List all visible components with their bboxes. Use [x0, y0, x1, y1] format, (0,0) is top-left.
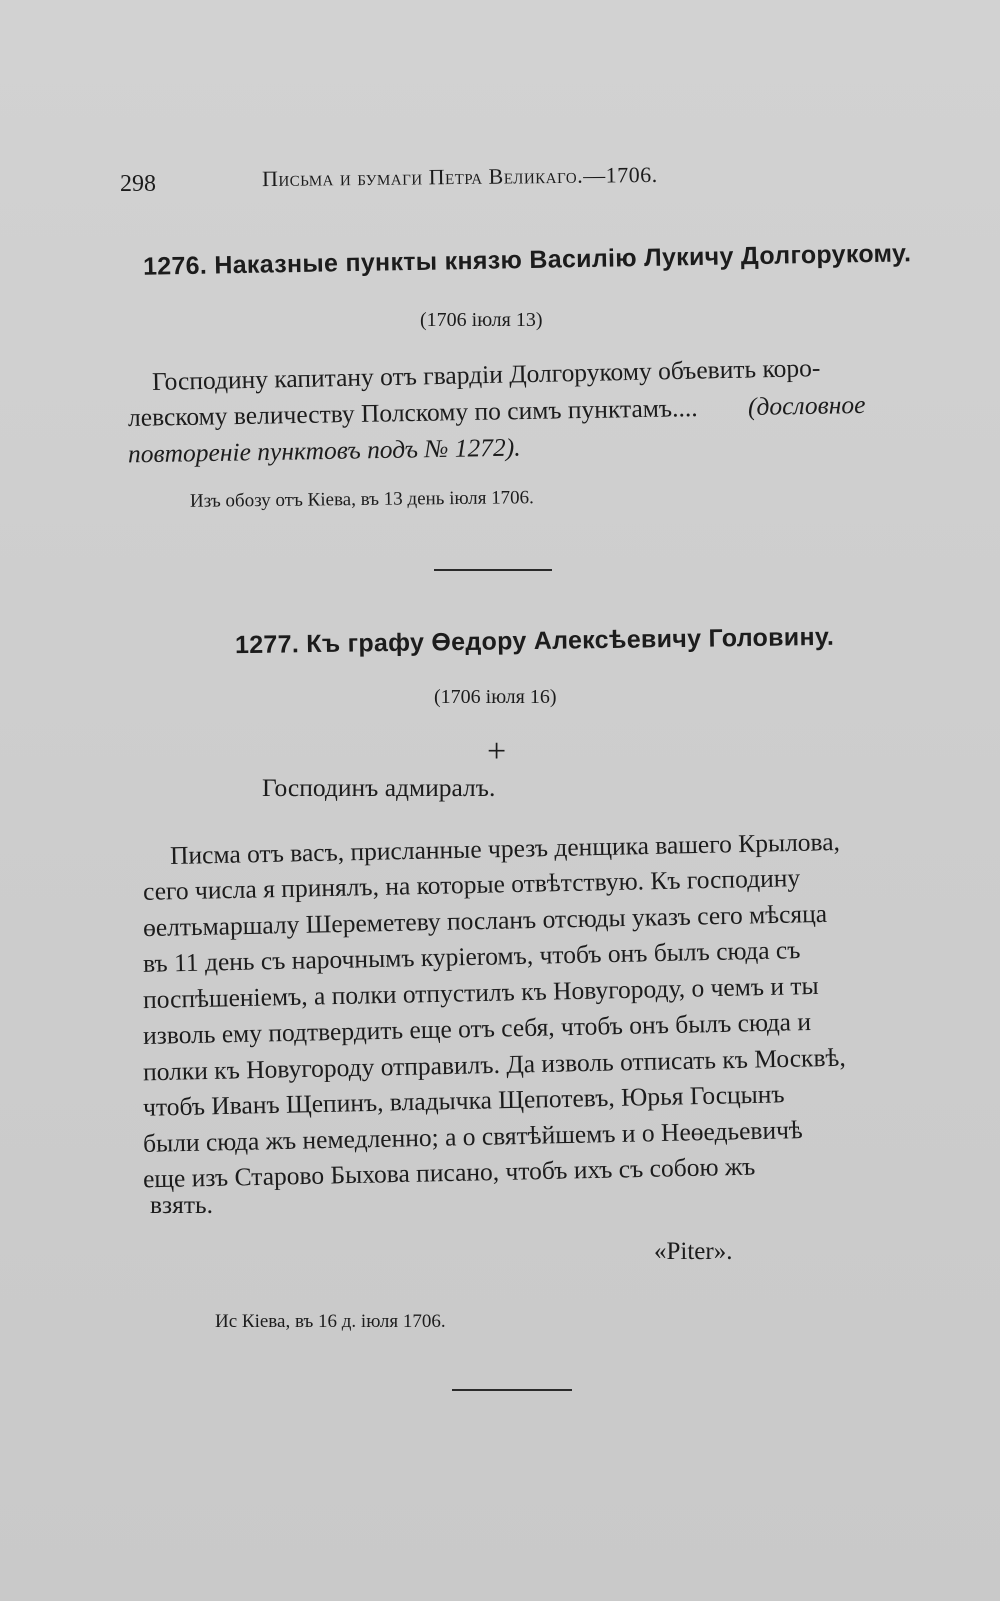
entry-1277-line-3: өелтьмаршалу Шереметеву посланъ отсюды указъ сего мѣсяца — [142, 898, 828, 943]
entry-1276-place-date: Изъ обозу отъ Кіева, въ 13 день іюля 1706. — [189, 487, 535, 512]
signature: «Piter». — [654, 1238, 733, 1265]
entry-1277-line-4: въ 11 день съ нарочнымъ курierомъ, чтобъ онъ былъ сюда съ — [142, 935, 801, 978]
entry-1277-line-7: полки къ Новугороду отправилъ. Да изволь отписать къ Москвѣ, — [142, 1042, 846, 1087]
entry-1277-line-8: чтобъ Иванъ Щепинъ, владычка Щепотевъ, Юрья Госцынъ — [142, 1079, 785, 1122]
entry-1277-line-9: были сюда жъ немедленно; а о святѣйшемъ и о Неөедьевичѣ — [142, 1115, 804, 1158]
closing-divider — [452, 1389, 572, 1391]
entry-1276-line-1: Господину капитану отъ гвардіи Долгорукому объевить коро- — [151, 353, 821, 396]
cross-mark: + — [487, 733, 507, 770]
entry-1277-line-2: сего числа я принялъ, на которые отвѣтствую. Къ господину — [142, 863, 801, 906]
entry-1277-line-10: еще изъ Старово Быхова писано, чтобъ ихъ съ собою жъ — [142, 1151, 756, 1194]
entry-1276-line-3: повтореніе пунктовъ подъ № 1272). — [127, 432, 521, 469]
entry-1277-salutation: Господинъ адмиралъ. — [262, 773, 496, 802]
entry-1276-line-2: левскому величеству Полскому по симъ пунктамъ.... — [127, 393, 698, 432]
section-divider — [434, 569, 552, 571]
entry-1277-line-5: поспѣшеніемъ, а полки отпустилъ къ Новугороду, о чемъ и ты — [142, 970, 819, 1015]
running-title: Письма и бумаги Петра Великаго.—1706. — [261, 161, 658, 192]
entry-1276-title: 1276. Наказные пункты князю Василію Лукичу Долгорукому. — [142, 239, 912, 281]
entry-1277-line-6: изволь ему подтвердить еще отъ себя, чтобъ онъ былъ сюда и — [142, 1007, 812, 1050]
entry-1276-italic-note: (дословное — [747, 389, 866, 422]
entry-1277-line-11: взять. — [150, 1190, 213, 1219]
entry-1277-date: (1706 іюля 16) — [434, 686, 557, 708]
entry-1277-title: 1277. Къ графу Өедору Алексѣевичу Головину. — [234, 622, 835, 660]
entry-1277-place-date: Ис Кіева, въ 16 д. іюля 1706. — [215, 1311, 446, 1332]
entry-1277-line-1: Писма отъ васъ, присланные чрезъ денщика вашего Крылова, — [169, 826, 841, 871]
page-number: 298 — [120, 171, 156, 197]
entry-1276-date: (1706 іюля 13) — [420, 309, 543, 331]
